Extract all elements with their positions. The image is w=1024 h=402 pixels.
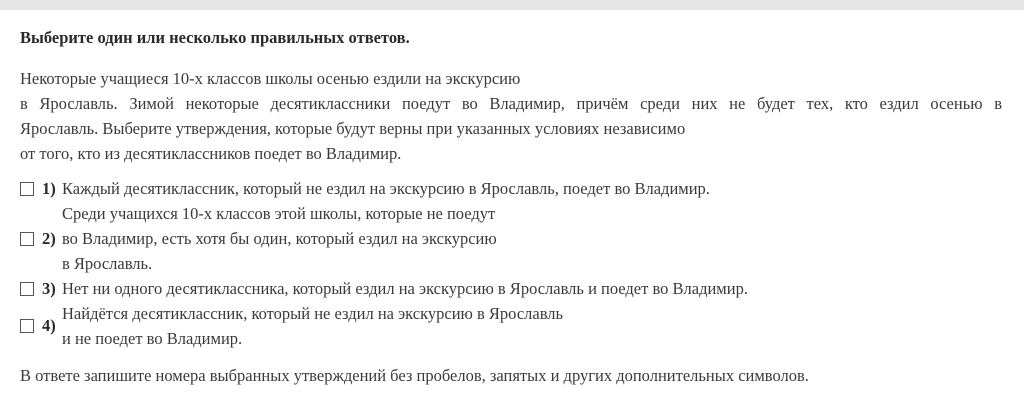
option-line: во Владимир, есть хотя бы один, который ездил на экскурсию	[62, 229, 497, 248]
option-text	[62, 276, 748, 301]
checkbox-option-4[interactable]	[20, 319, 34, 333]
question-line: Ярославль. Выберите утверждения, которые будут верны при указанных условиях независимо	[20, 119, 686, 138]
checkbox-option-2[interactable]	[20, 232, 34, 246]
answer-options	[20, 176, 1002, 351]
answer-option-4[interactable]	[20, 301, 1002, 351]
option-number: 3)	[42, 278, 56, 298]
option-text	[62, 176, 710, 201]
question-line: в Ярославль. Зимой некоторые десятиклассники поедут во Владимир, причём среди них не будет тех, кто ездил осенью в	[20, 94, 1002, 113]
question-text	[20, 66, 1002, 166]
option-line: Каждый десятиклассник, который не ездил на экскурсию в Ярославль, поедет во Владимир.	[62, 179, 710, 198]
option-line: Среди учащихся 10-х классов этой школы, которые не поедут	[62, 204, 496, 223]
checkbox-option-1[interactable]	[20, 182, 34, 196]
answer-instruction: В ответе запишите номера выбранных утверждений без пробелов, запятых и других дополнительных символов.	[20, 366, 809, 385]
question-line: Некоторые учащиеся 10-х классов школы осенью ездили на экскурсию	[20, 69, 521, 88]
answer-option-1[interactable]	[20, 176, 1002, 201]
question-line: от того, кто из десятиклассников поедет во Владимир.	[20, 144, 402, 163]
option-line: Найдётся десятиклассник, который не ездил на экскурсию в Ярославль	[62, 304, 564, 323]
option-text	[62, 301, 563, 351]
option-number: 4)	[42, 316, 56, 335]
option-line: и не поедет во Владимир.	[62, 329, 243, 348]
task-instruction: Выберите один или несколько правильных ответов.	[20, 28, 410, 47]
answer-option-2[interactable]	[20, 201, 1002, 276]
top-bar	[0, 0, 1024, 10]
option-number: 2)	[42, 228, 56, 248]
option-number: 1)	[42, 178, 56, 198]
task-content	[20, 26, 1002, 388]
option-text	[62, 201, 497, 276]
answer-option-3[interactable]	[20, 276, 1002, 301]
checkbox-option-3[interactable]	[20, 282, 34, 296]
option-line: Нет ни одного десятиклассника, который ездил на экскурсию в Ярославль и поедет во Владимир.	[62, 279, 748, 298]
option-line: в Ярославль.	[62, 254, 153, 273]
